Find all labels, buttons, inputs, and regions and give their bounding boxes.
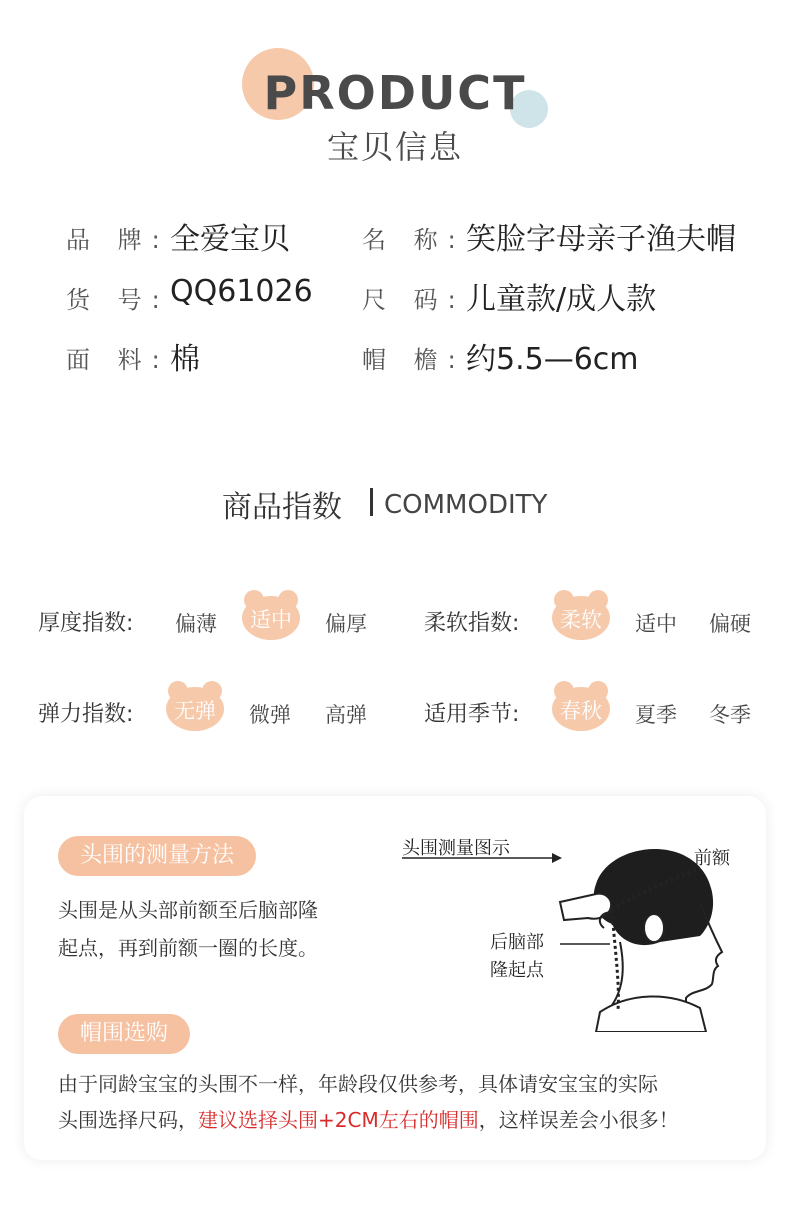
index-label: 适用季节: xyxy=(424,702,520,727)
measure-desc-line2: 起点，再到前额一圈的长度。 xyxy=(58,936,318,960)
measure-desc-line1: 头围是从头部前额至后脑部隆 xyxy=(58,898,318,922)
index-label: 柔软指数: xyxy=(424,611,520,636)
index-option: 偏厚 xyxy=(325,612,367,636)
index-option: 偏硬 xyxy=(709,612,751,636)
note-text: ，这样误差会小很多！ xyxy=(478,1108,679,1132)
name-label: 名 称: xyxy=(362,226,466,254)
index-option-selected: 适中 xyxy=(242,590,300,640)
front-label: 前额 xyxy=(694,848,730,869)
head-measure-illustration xyxy=(400,832,740,1032)
index-option-selected: 无弹 xyxy=(166,681,224,731)
hand-shape xyxy=(560,894,611,920)
index-option: 适中 xyxy=(635,612,677,636)
back-label-2: 隆起点 xyxy=(490,960,544,981)
product-header xyxy=(0,0,790,180)
commodity-divider xyxy=(370,488,373,516)
brand-value: 全爱宝贝 xyxy=(170,222,290,257)
info-row-2 xyxy=(0,274,790,317)
measure-method-pill: 头围的测量方法 xyxy=(58,836,256,876)
info-row-1 xyxy=(0,214,790,257)
size-label: 尺 码: xyxy=(362,286,466,314)
name-value: 笑脸字母亲子渔夫帽 xyxy=(466,222,736,257)
info-row-3 xyxy=(0,334,790,377)
note-highlight: 建议选择头围+2CM左右的帽围 xyxy=(198,1108,479,1132)
fabric-value: 棉 xyxy=(170,342,200,377)
index-option: 高弹 xyxy=(325,703,367,727)
measure-card xyxy=(24,796,766,1160)
index-label: 厚度指数: xyxy=(38,611,134,636)
index-label: 弹力指数: xyxy=(38,702,134,727)
brim-label: 帽 檐: xyxy=(362,346,466,374)
brim-value: 约5.5—6cm xyxy=(466,342,639,377)
index-option: 冬季 xyxy=(709,703,751,727)
sku-label: 货 号: xyxy=(66,286,170,314)
product-title-en: PRODUCT xyxy=(263,66,527,120)
note-text: 头围选择尺码， xyxy=(58,1108,198,1132)
index-option: 夏季 xyxy=(635,703,677,727)
ear-shape xyxy=(644,914,664,942)
commodity-title-en: COMMODITY xyxy=(384,490,548,520)
brand-label: 品 牌: xyxy=(66,226,170,254)
size-value: 儿童款/成人款 xyxy=(466,282,657,317)
note-line1: 由于同龄宝宝的头围不一样，年龄段仅供参考，具体请安宝宝的实际 xyxy=(58,1072,658,1096)
index-option-selected: 柔软 xyxy=(552,590,610,640)
sku-value: QQ61026 xyxy=(170,274,313,309)
product-title-cn: 宝贝信息 xyxy=(326,128,463,166)
diagram-title: 头围测量图示 xyxy=(402,838,510,859)
note-line2 xyxy=(58,1102,679,1138)
collar-shape xyxy=(596,996,706,1032)
index-option: 微弹 xyxy=(249,703,291,727)
commodity-title-cn: 商品指数 xyxy=(222,490,342,525)
hat-size-pill: 帽围选购 xyxy=(58,1014,190,1054)
index-option-selected: 春秋 xyxy=(552,681,610,731)
back-label-1: 后脑部 xyxy=(490,932,544,953)
arrow-head-icon xyxy=(552,853,562,863)
fabric-label: 面 料: xyxy=(66,346,170,374)
index-option: 偏薄 xyxy=(175,612,217,636)
